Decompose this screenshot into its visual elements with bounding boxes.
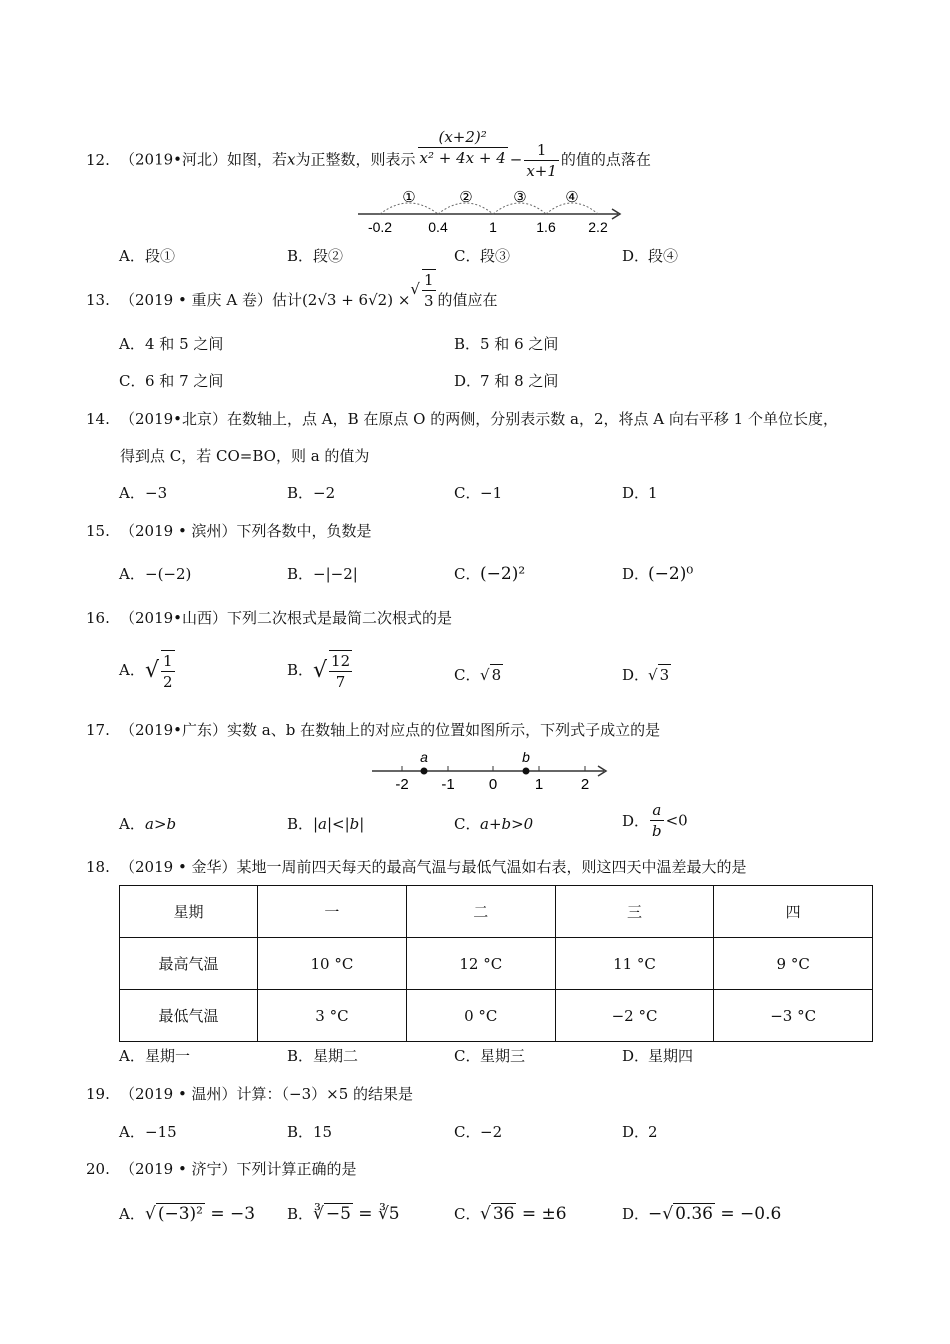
segment-label: ① — [402, 189, 416, 206]
option-d[interactable]: D．−√ 0.36 = −0.6 — [622, 1204, 782, 1224]
option-c[interactable]: C．6 和 7 之间 — [119, 372, 224, 390]
tick-label: -1 — [441, 776, 455, 793]
option-a[interactable]: A．−3 — [119, 484, 168, 502]
question-number: 12. — [86, 150, 110, 169]
question-18-stem: 18. （2019 • 金华）某地一周前四天每天的最高气温与最低气温如右表，则这四天中温差最大的是 — [86, 858, 747, 876]
option-c[interactable]: C．√ 36 = ±6 — [454, 1204, 567, 1224]
point-b — [523, 768, 530, 775]
question-19-stem: 19. （2019 • 温州）计算：（−3）×5 的结果是 — [86, 1085, 414, 1103]
radicand: (−3)² — [157, 1204, 203, 1224]
option-a[interactable]: A．星期一 — [119, 1047, 191, 1065]
option-d[interactable]: D．√ 3 — [622, 666, 670, 684]
option-b[interactable]: B．段② — [287, 247, 344, 265]
temperature-table — [119, 885, 873, 1042]
option-c[interactable]: C．−2 — [454, 1123, 503, 1141]
tick-label: -2 — [395, 776, 409, 793]
option-d[interactable]: D．2 — [622, 1123, 658, 1141]
question-14-line-2: 得到点 C，若 CO=BO，则 a 的值为 — [120, 447, 370, 465]
option-c[interactable]: C．(−2)² — [454, 564, 526, 584]
sqrt-fraction: √ — [313, 658, 328, 683]
option-c[interactable]: C．段③ — [454, 247, 511, 265]
q12-number-line — [350, 182, 630, 238]
table-cell: 12 °C — [406, 938, 555, 990]
option-d[interactable]: D．7 和 8 之间 — [454, 372, 559, 390]
radicand: 8 — [491, 666, 502, 684]
question-15-stem: 15. （2019 • 滨州）下列各数中，负数是 — [86, 522, 372, 540]
tick-label: -0.2 — [367, 219, 393, 235]
tick-label: 1.6 — [536, 219, 556, 235]
question-number: 18. — [86, 858, 110, 876]
option-d[interactable]: D．(−2)⁰ — [622, 564, 694, 584]
radicand: 0.36 — [675, 1204, 713, 1224]
point-a-label: a — [420, 749, 428, 765]
option-b[interactable]: B．5 和 6 之间 — [454, 335, 559, 353]
sqrt-fraction: √ — [145, 658, 160, 683]
option-c[interactable]: C．−1 — [454, 484, 503, 502]
table-cell: 最低气温 — [120, 990, 258, 1042]
table-cell: −2 °C — [555, 990, 714, 1042]
option-b[interactable]: B．−2 — [287, 484, 336, 502]
table-cell: 星期 — [120, 886, 258, 938]
question-number: 15. — [86, 522, 110, 540]
option-c[interactable]: C．√ 8 — [454, 666, 502, 684]
tick-label: 1 — [489, 219, 497, 235]
table-cell: 三 — [555, 886, 714, 938]
question-14-stem: 14. （2019•北京）在数轴上，点 A，B 在原点 O 的两侧，分别表示数 a，2，将点 A 向右平移 1 个单位长度， — [86, 410, 838, 428]
option-c[interactable]: C．星期三 — [454, 1047, 526, 1065]
radicand: 3 — [659, 666, 670, 684]
segment-label: ③ — [513, 189, 527, 206]
option-d[interactable]: D．1 — [622, 484, 658, 502]
option-a[interactable]: A．4 和 5 之间 — [119, 335, 224, 353]
table-cell: 0 °C — [406, 990, 555, 1042]
table-cell: 四 — [714, 886, 873, 938]
table-cell: −3 °C — [714, 990, 873, 1042]
tick-label: 2.2 — [588, 219, 608, 235]
option-a[interactable]: A．−(−2) — [119, 565, 192, 583]
question-number: 16. — [86, 609, 110, 627]
option-d[interactable]: D．星期四 — [622, 1047, 694, 1065]
tick-label: 1 — [534, 776, 544, 793]
tick-label: 0.4 — [428, 219, 448, 235]
option-b[interactable]: B．−|−2| — [287, 565, 358, 583]
segment-label: ② — [459, 189, 473, 206]
q17-number-line — [366, 746, 616, 794]
table-cell: 最高气温 — [120, 938, 258, 990]
question-17-stem: 17. （2019•广东）实数 a、b 在数轴上的对应点的位置如图所示，下列式子成立的是 — [86, 721, 661, 739]
radicand: −5 — [325, 1204, 351, 1224]
point-b-label: b — [522, 749, 530, 765]
tick-label: 0 — [488, 776, 498, 793]
table-cell: 3 °C — [258, 990, 407, 1042]
sqrt-fraction: √ $\frac{1}{3}$ — [410, 271, 434, 310]
fraction-2: $\frac{1}{x+1}$ — [526, 141, 557, 180]
table-header-row — [120, 886, 873, 938]
question-12-stem: 12. （2019•河北）如图，若x为正整数，则表示 $\frac{\text{(x+2)²}}{\text{x² + 4x + 4}}$ − $\frac{1}{x+1}$ 的值的点落在 — [86, 128, 651, 180]
option-a[interactable]: A．a>b — [119, 815, 177, 833]
option-b[interactable]: B．∛ −5 = ∛5 — [287, 1204, 400, 1224]
tick-label: 2 — [580, 776, 590, 793]
option-a[interactable]: A．−15 — [119, 1123, 177, 1141]
table-cell: 9 °C — [714, 938, 873, 990]
option-b[interactable]: B．15 — [287, 1123, 333, 1141]
table-cell: 11 °C — [555, 938, 714, 990]
table-cell: 一 — [258, 886, 407, 938]
segment-label: ④ — [565, 189, 579, 206]
option-b[interactable]: B．星期二 — [287, 1047, 359, 1065]
option-a[interactable]: A．段① — [119, 247, 176, 265]
question-number: 13. — [86, 291, 110, 309]
option-b[interactable]: B．|a|<|b| — [287, 815, 365, 833]
question-number: 14. — [86, 410, 110, 428]
table-row — [120, 990, 873, 1042]
radicand: 36 — [492, 1204, 515, 1224]
option-d[interactable]: D．段④ — [622, 247, 679, 265]
fraction-1: $\frac{\text{(x+2)²}}{\text{x² + 4x + 4}}$ — [419, 128, 506, 167]
option-a[interactable]: A．√ (−3)² = −3 — [119, 1204, 256, 1224]
table-cell: 二 — [406, 886, 555, 938]
table-cell: 10 °C — [258, 938, 407, 990]
option-a[interactable]: A．√ $\frac{1}{2}$ — [119, 652, 173, 691]
question-20-stem: 20. （2019 • 济宁）下列计算正确的是 — [86, 1160, 357, 1178]
question-13-stem: 13. （2019 • 重庆 A 卷）估计(2√3 + 6√2) ×√ $\frac{1}{3}$ 的值应在 — [86, 271, 498, 310]
question-number: 17. — [86, 721, 110, 739]
option-c[interactable]: C．a+b>0 — [454, 815, 534, 833]
option-d[interactable]: D． $\frac{a}{b}$ <0 — [622, 801, 688, 840]
table-row — [120, 938, 873, 990]
question-number: 19. — [86, 1085, 110, 1103]
point-a — [421, 768, 428, 775]
question-16-stem: 16. （2019•山西）下列二次根式是最简二次根式的是 — [86, 609, 453, 627]
question-number: 20. — [86, 1160, 110, 1178]
option-b[interactable]: B．√ $\frac{12}{7}$ — [287, 652, 351, 691]
